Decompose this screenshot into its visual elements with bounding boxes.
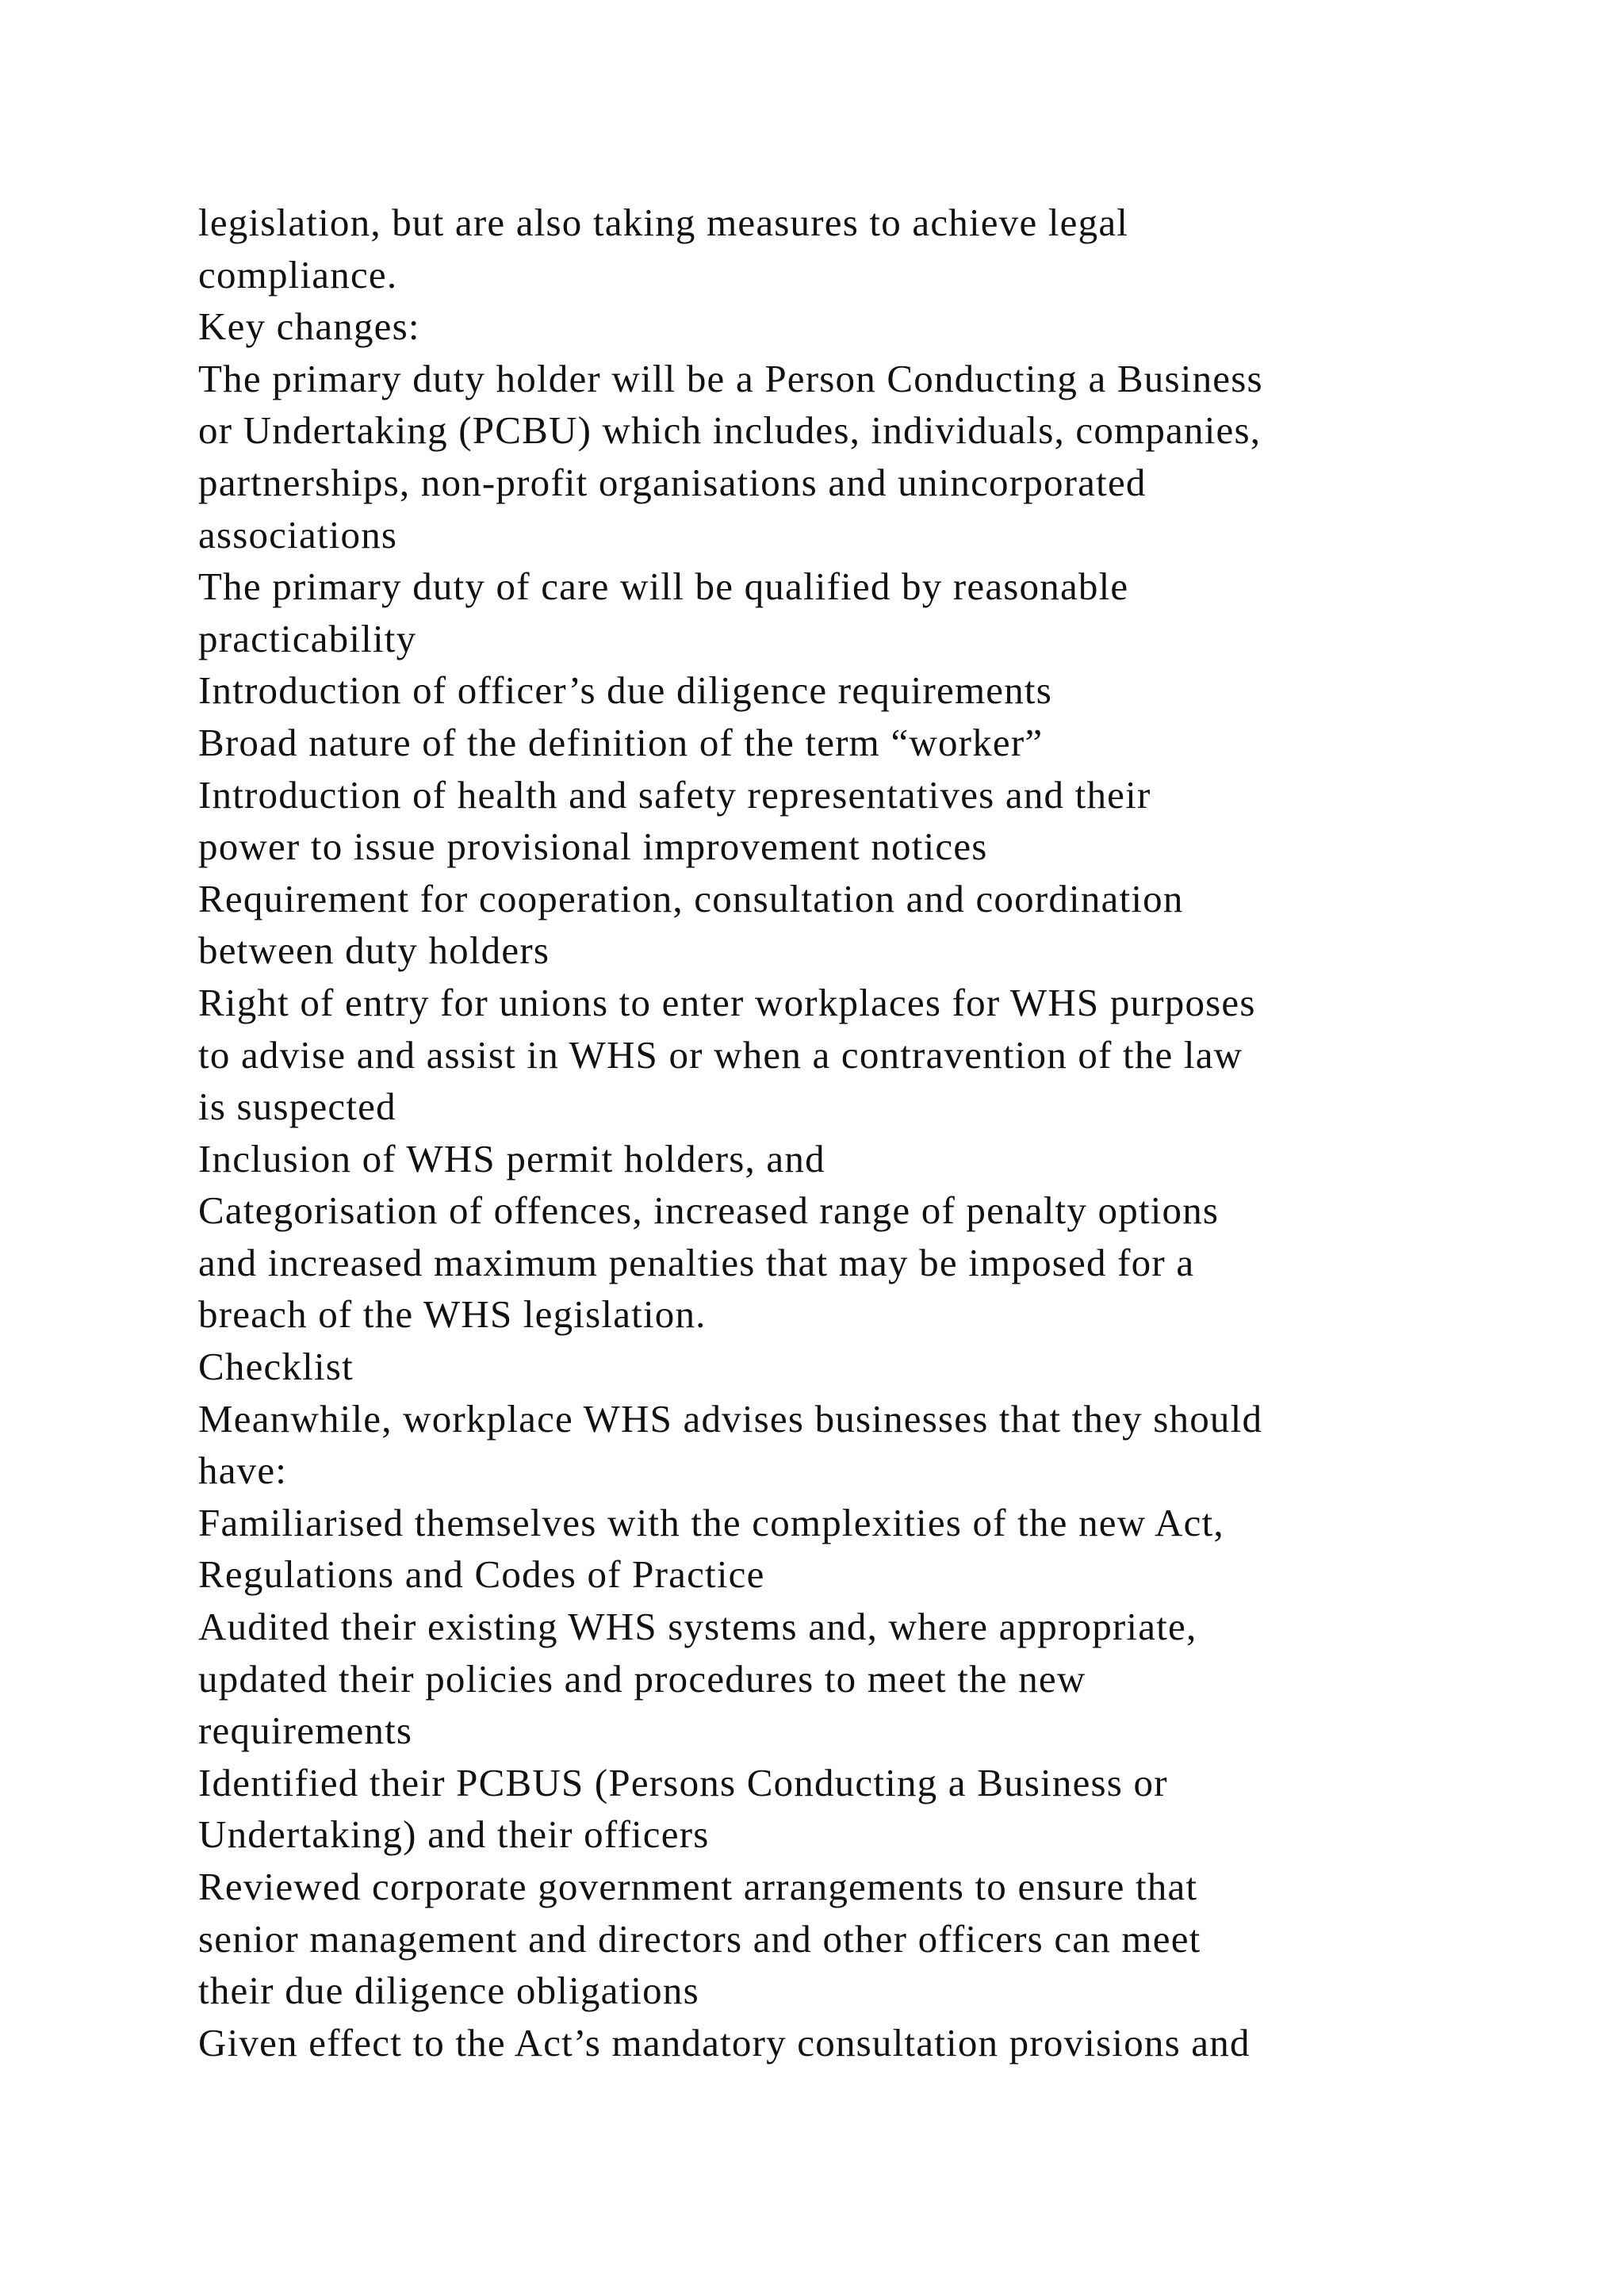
text-line: Audited their existing WHS systems and, where appropriate, [198, 1605, 1197, 1649]
text-line: between duty holders [198, 928, 550, 973]
text-line: Introduction of health and safety representatives and their [198, 772, 1151, 817]
text-line: their due diligence obligations [198, 1969, 699, 2013]
text-line: Requirement for cooperation, consultation and coordination [198, 876, 1184, 920]
text-line: associations [198, 512, 398, 557]
text-line: is suspected [198, 1085, 396, 1129]
text-line: The primary duty of care will be qualified by reasonable [198, 564, 1129, 609]
text-line: Meanwhile, workplace WHS advises businesses that they should [198, 1396, 1263, 1441]
text-line: or Undertaking (PCBU) which includes, individuals, companies, [198, 408, 1262, 453]
text-line: Familiarised themselves with the complexities of the new Act, [198, 1500, 1224, 1544]
text-line: Introduction of officer’s due diligence requirements [198, 668, 1052, 713]
text-line: power to issue provisional improvement notices [198, 825, 988, 869]
text-line: Broad nature of the definition of the term “worker” [198, 720, 1044, 764]
text-line: Reviewed corporate government arrangements to ensure that [198, 1865, 1198, 1908]
text-line: have: [198, 1448, 288, 1493]
text-line: Key changes: [198, 304, 420, 349]
text-line: Right of entry for unions to enter workplaces for WHS purposes [198, 980, 1256, 1024]
text-line: partnerships, non-profit organisations and unincorporated [198, 460, 1147, 504]
text-line: Categorisation of offences, increased range of penalty options [198, 1188, 1220, 1233]
body-text [198, 197, 1507, 2068]
text-line: requirements [198, 1709, 413, 1753]
text-line: Checklist [198, 1345, 354, 1389]
text-line: breach of the WHS legislation. [198, 1292, 707, 1337]
text-line: practicability [198, 616, 417, 660]
text-line: The primary duty holder will be a Person Conducting a Business [198, 356, 1263, 400]
text-line: updated their policies and procedures to meet the new [198, 1656, 1086, 1701]
text-line: Undertaking) and their officers [198, 1812, 710, 1857]
text-line: Regulations and Codes of Practice [198, 1552, 765, 1597]
text-line: legislation, but are also taking measures to achieve legal [198, 201, 1129, 244]
text-line: Given effect to the Act’s mandatory consultation provisions and [198, 2020, 1251, 2064]
text-line: to advise and assist in WHS or when a contravention of the law [198, 1032, 1243, 1077]
text-line: Inclusion of WHS permit holders, and [198, 1136, 825, 1181]
text-line: and increased maximum penalties that may be imposed for a [198, 1240, 1195, 1284]
text-line: Identified their PCBUS (Persons Conducting a Business or [198, 1760, 1168, 1804]
text-line: senior management and directors and other officers can meet [198, 1916, 1201, 1961]
text-line: compliance. [198, 252, 398, 297]
